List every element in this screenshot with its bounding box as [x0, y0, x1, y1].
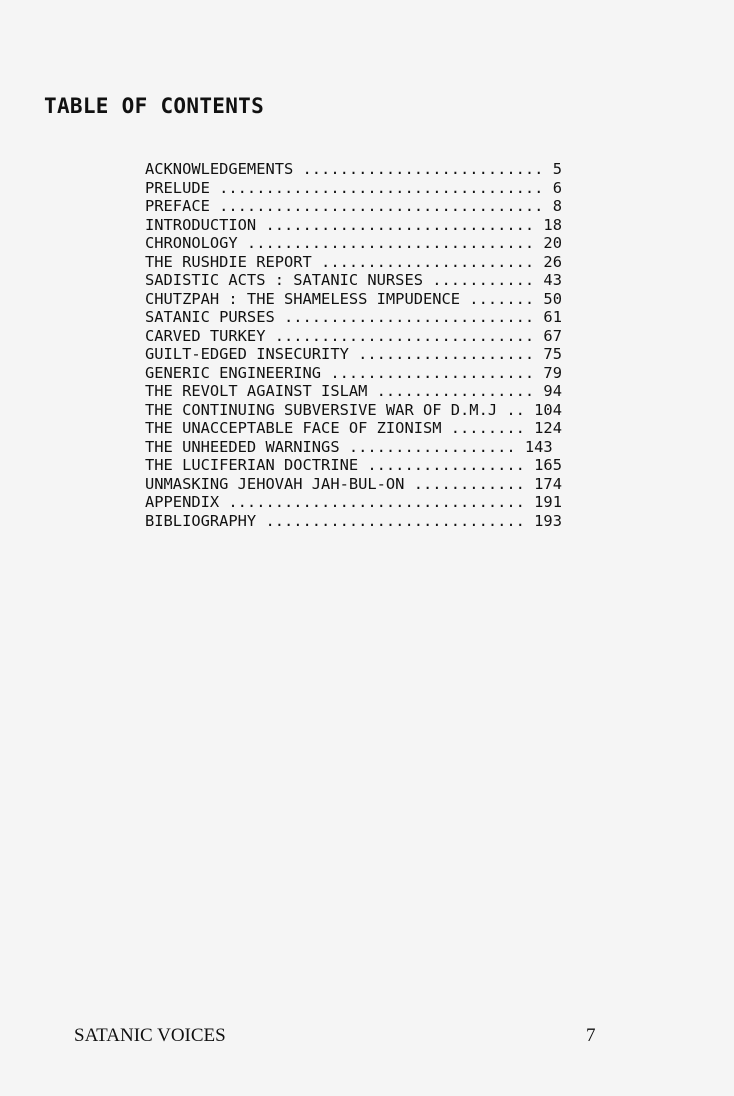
- footer-book-title: SATANIC VOICES: [74, 1025, 226, 1046]
- toc-entry-sadistic-acts: SADISTIC ACTS : SATANIC NURSES ........... 43: [145, 271, 562, 289]
- toc-entry-generic-engineering: GENERIC ENGINEERING ...................... 79: [145, 363, 562, 382]
- toc-entry-introduction: INTRODUCTION ............................. 18: [145, 215, 562, 234]
- toc-entry-preface: PREFACE ................................... 8: [145, 197, 562, 215]
- toc-entry-carved-turkey: CARVED TURKEY ............................ 67: [145, 326, 562, 345]
- toc-entry-acknowledgements: ACKNOWLEDGEMENTS .......................... 5: [145, 160, 562, 178]
- toc-entry-rushdie-report: THE RUSHDIE REPORT ....................... 26: [145, 252, 562, 271]
- toc-entry-unacceptable-face: THE UNACCEPTABLE FACE OF ZIONISM ........ 124: [145, 419, 562, 437]
- toc-entry-guilt-edged-insecurity: GUILT-EDGED INSECURITY ................... 75: [145, 345, 562, 363]
- page-title: TABLE OF CONTENTS: [44, 94, 265, 118]
- toc-entry-satanic-purses: SATANIC PURSES ........................... 61: [145, 308, 562, 326]
- toc-entry-unmasking-jehovah: UNMASKING JEHOVAH JAH-BUL-ON ............ 174: [145, 474, 562, 493]
- toc-entry-prelude: PRELUDE ................................... 6: [145, 178, 562, 197]
- toc-entry-chutzpah: CHUTZPAH : THE SHAMELESS IMPUDENCE ....... 50: [145, 289, 562, 308]
- footer-page-number: 7: [586, 1025, 596, 1046]
- toc-entry-appendix: APPENDIX ................................ 191: [145, 493, 562, 511]
- toc-entry-unheeded-warnings: THE UNHEEDED WARNINGS .................. 143: [145, 437, 553, 456]
- toc-entry-continuing-subversive-war: THE CONTINUING SUBVERSIVE WAR OF D.M.J .. 104: [145, 400, 562, 419]
- table-of-contents: [145, 160, 562, 530]
- toc-entry-chronology: CHRONOLOGY ............................... 20: [145, 234, 562, 252]
- toc-entry-bibliography: BIBLIOGRAPHY ............................ 193: [145, 511, 562, 530]
- toc-entry-revolt-against-islam: THE REVOLT AGAINST ISLAM ................. 94: [145, 382, 562, 400]
- toc-entry-luciferian-doctrine: THE LUCIFERIAN DOCTRINE ................. 165: [145, 456, 562, 474]
